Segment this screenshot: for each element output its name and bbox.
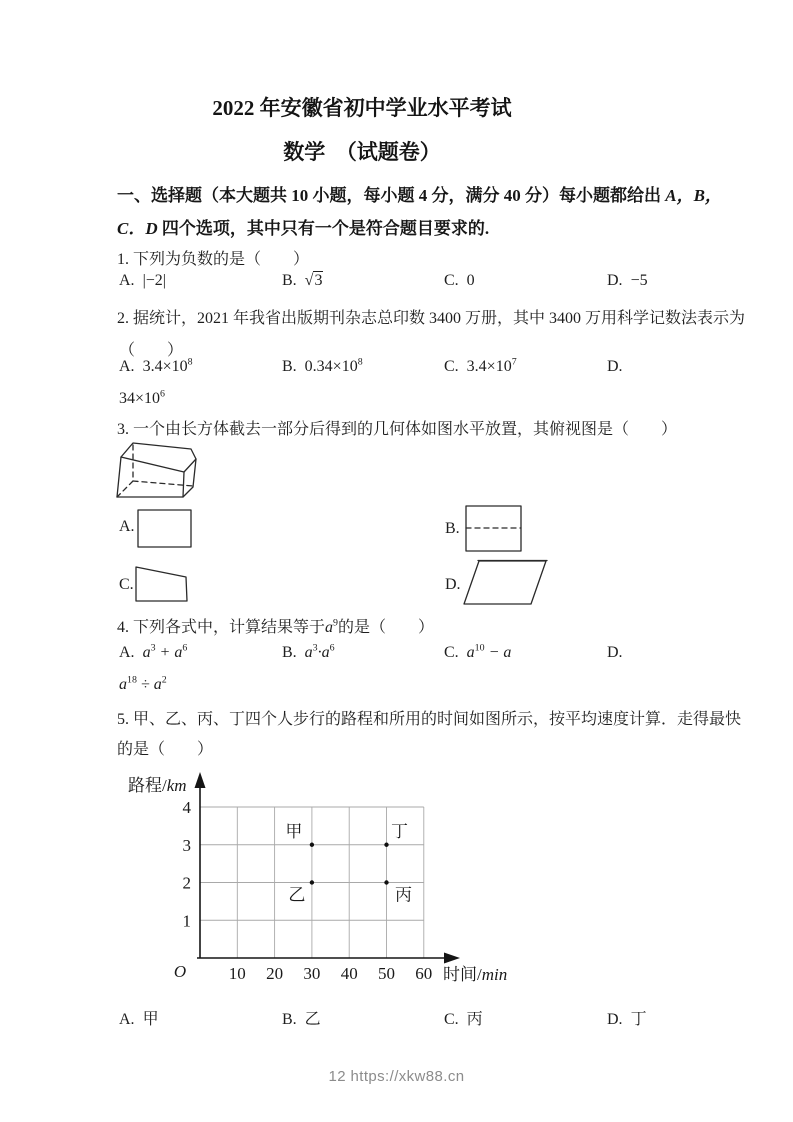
- page-footer: 12 https://xkw88.cn: [328, 1068, 465, 1085]
- q5-option-c-value: 丙: [466, 1011, 483, 1028]
- q4-option-a: [119, 644, 187, 662]
- q1-option-b-key: B.: [282, 272, 297, 289]
- q5-text-line1: 5. 甲、乙、丙、丁四个人步行的路程和所用的时间如图所示，按平均速度计算．走得最快: [117, 711, 742, 728]
- q3-text: 3. 一个由长方体截去一部分后得到的几何体如图水平放置，其俯视图是（ ）: [117, 421, 678, 438]
- q4-option-a-key: A.: [119, 644, 135, 661]
- q5-option-b-key: B.: [282, 1011, 297, 1028]
- x-tick-label: 60: [415, 964, 433, 983]
- q4-option-c-key: C.: [444, 644, 459, 661]
- q1-option-a-key: A.: [119, 272, 135, 289]
- x-tick-label: 50: [378, 964, 395, 983]
- q3-option-c-shape: [134, 564, 191, 604]
- q5-option-c: [444, 1006, 483, 1029]
- chart-point-甲: [310, 843, 314, 847]
- chart-point-label-乙: 乙: [288, 885, 306, 905]
- y-axis-title: 路程/km: [128, 776, 187, 795]
- q1-options: [0, 272, 793, 298]
- q5-chart-svg: [117, 766, 517, 996]
- section-heading-line2: [117, 214, 489, 239]
- q5-option-b-value: 乙: [304, 1011, 321, 1028]
- page-subtitle: 数学 （试题卷）: [283, 140, 441, 164]
- chart-point-丁: [384, 843, 388, 847]
- q3-option-d-shape: [460, 558, 550, 607]
- q4-text: [117, 614, 434, 637]
- q2-option-a-key: A.: [119, 358, 135, 375]
- chart-point-label-丙: 丙: [395, 885, 412, 905]
- q2-option-a: [119, 358, 193, 376]
- q5-option-d-key: D.: [607, 1011, 623, 1028]
- q4-option-c-value: $a^{10} - a$: [466, 642, 512, 661]
- q2-text-line1: 2. 据统计，2021 年我省出版期刊杂志总印数 3400 万册，其中 3400 万用科学记数法表示为: [117, 310, 746, 327]
- x-tick-label: 10: [228, 964, 246, 983]
- q1-option-d-value: −5: [630, 272, 648, 289]
- q5-text-line2: 的是（ ）: [117, 741, 214, 758]
- q5-option-d: [607, 1006, 647, 1029]
- q2-option-b-value: $0.34\times 10^8$: [304, 356, 363, 375]
- q1-option-a-value: |−2|: [142, 272, 166, 289]
- section-line2-text: 四个选项，其中只有一个是符合题目要求的.: [157, 219, 490, 238]
- y-tick-label: 3: [182, 835, 191, 855]
- q1-text: 1. 下列为负数的是（ ）: [117, 251, 310, 268]
- q3-option-b-key: B.: [445, 520, 460, 537]
- q4-option-c: [444, 644, 511, 662]
- x-axis-arrow: [444, 953, 460, 964]
- q4-option-a-value: $a^3 + a^6$: [142, 642, 188, 661]
- q2-text-line2: （ ）: [119, 342, 184, 359]
- origin-label: O: [173, 962, 187, 981]
- q5-option-c-key: C.: [444, 1011, 459, 1028]
- q3-option-a-shape: [136, 508, 194, 550]
- q3-option-d-key: D.: [445, 576, 461, 593]
- chart-point-丙: [384, 880, 388, 884]
- chart-point-label-丁: 丁: [391, 821, 408, 841]
- y-tick-label: 1: [182, 911, 191, 931]
- q3-option-c-key: C.: [119, 576, 134, 593]
- section-heading-line1: [117, 181, 722, 206]
- x-tick-label: 30: [303, 964, 321, 983]
- q2-option-b: [282, 358, 363, 376]
- q2-option-c: [444, 358, 517, 376]
- q5-option-a: [119, 1006, 159, 1029]
- q4-option-b: [282, 644, 335, 662]
- q3-option-b-shape: [464, 504, 524, 554]
- q1-option-b: [282, 272, 323, 290]
- q4-option-d-key: D.: [607, 644, 623, 661]
- q1-option-a: [119, 272, 166, 290]
- x-tick-label: 20: [266, 964, 284, 983]
- q4-text-target: $a^9$: [325, 617, 338, 636]
- y-tick-label: 4: [182, 798, 191, 817]
- q1-option-d-key: D.: [607, 272, 623, 289]
- q5-option-d-value: 丁: [630, 1011, 647, 1028]
- chart-point-label-甲: 甲: [285, 821, 303, 841]
- x-tick-label: 40: [340, 964, 358, 983]
- q2-option-c-value: $3.4\times 10^7$: [466, 356, 517, 375]
- y-axis-arrow: [195, 772, 206, 788]
- q1-option-b-value: √3: [304, 272, 323, 289]
- q3-option-a-key: A.: [119, 518, 135, 535]
- q3-solid-figure: [115, 440, 200, 502]
- q2-option-b-key: B.: [282, 358, 297, 375]
- q4-option-b-key: B.: [282, 644, 297, 661]
- y-tick-label: 2: [182, 873, 191, 893]
- q4-option-d-value-wrapped: $a^{18} \div a^2$: [119, 674, 167, 693]
- section-line1-math: A，B，: [665, 186, 722, 205]
- q2-option-d: [607, 358, 631, 376]
- section-line1-text: 一、选择题（本大题共 10 小题，每小题 4 分，满分 40 分）每小题都给出: [117, 186, 666, 205]
- q5-option-b: [282, 1006, 321, 1029]
- x-axis-title: 时间/min: [443, 965, 508, 984]
- q2-options: [0, 358, 793, 384]
- q1-option-c-key: C.: [444, 272, 459, 289]
- chart-point-乙: [310, 880, 314, 884]
- q1-option-d: [607, 272, 648, 290]
- page-title: 2022 年安徽省初中学业水平考试: [212, 96, 512, 120]
- q4-text-pre: 4. 下列各式中，计算结果等于: [117, 619, 326, 636]
- q1-option-c: [444, 272, 475, 290]
- q5-chart: [117, 766, 517, 996]
- q2-option-a-value: $3.4\times 10^8$: [142, 356, 193, 375]
- q4-options: [0, 644, 793, 670]
- q2-option-d-key: D.: [607, 358, 623, 375]
- q5-option-a-key: A.: [119, 1011, 135, 1028]
- q5-option-a-value: 甲: [142, 1011, 159, 1028]
- q5-options: [0, 1006, 793, 1032]
- q4-text-post: 的是（ ）: [337, 619, 434, 636]
- q4-option-b-value: $a^3\cdot a^6$: [304, 642, 335, 661]
- q4-option-d: [607, 644, 631, 662]
- q1-option-c-value: 0: [466, 272, 475, 289]
- q2-option-d-value-wrapped: $34\times 10^6$: [119, 388, 165, 407]
- section-line2-math: C．D: [117, 219, 158, 238]
- q2-option-c-key: C.: [444, 358, 459, 375]
